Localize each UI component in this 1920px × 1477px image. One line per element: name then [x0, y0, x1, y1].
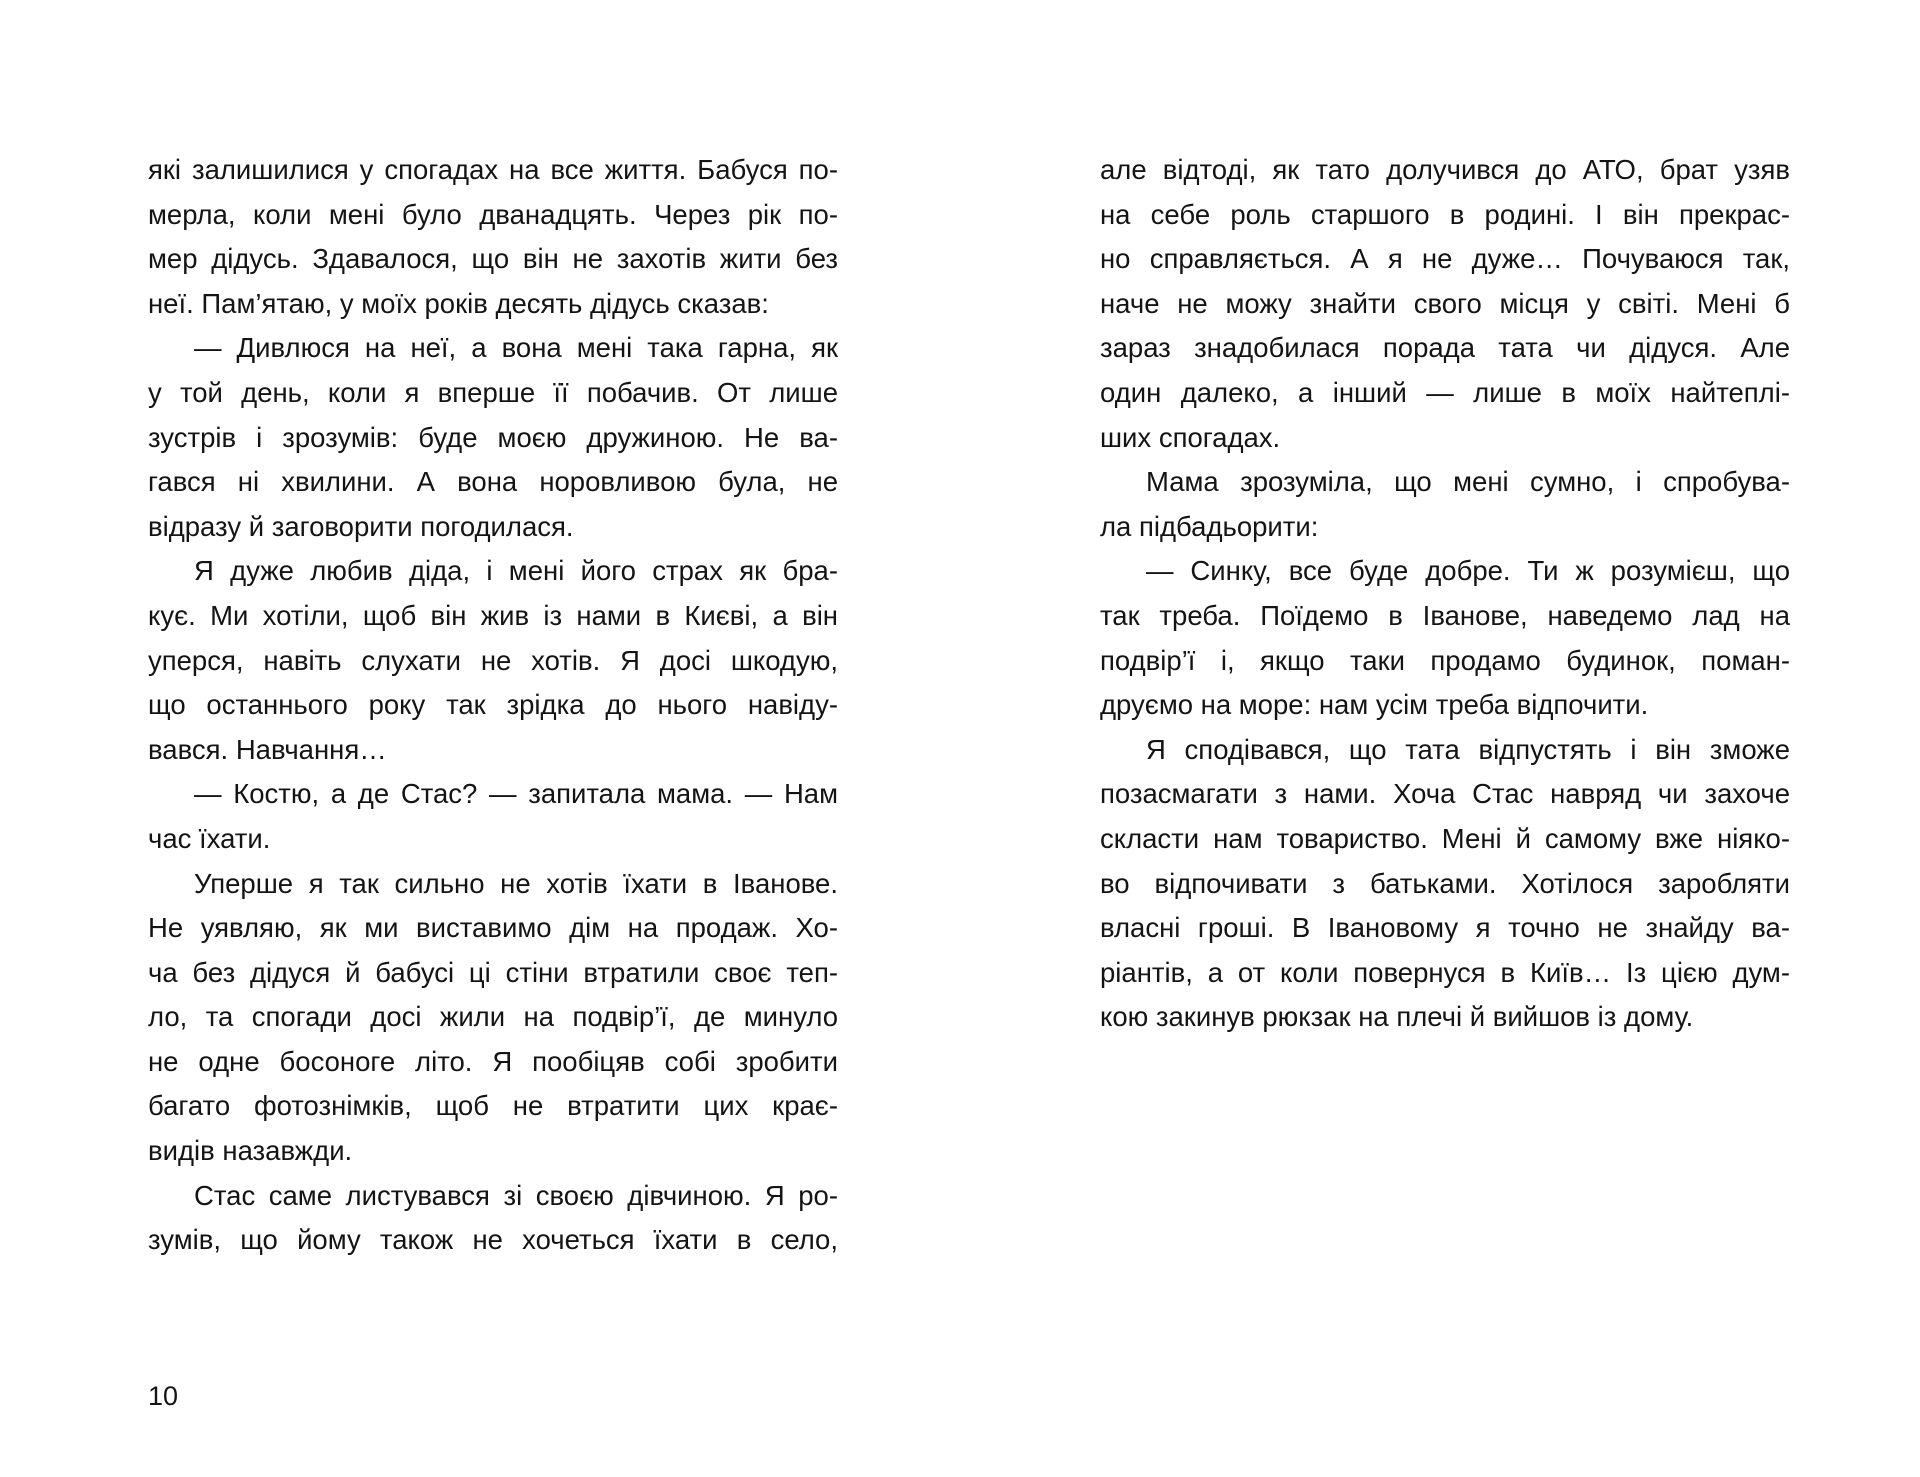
- text-line: не одне босоноге літо. Я пообіцяв собі зробити: [148, 1045, 838, 1077]
- text-line: наче не можу знайти свого місця у світі. Мені б: [1100, 287, 1790, 319]
- text-line: зустрів і зрозумів: буде моєю дружиною. Не ва-: [148, 421, 838, 453]
- text-line: багато фотознімків, щоб не втратити цих крає-: [148, 1090, 838, 1122]
- text-line: позасмагати з нами. Хоча Стас навряд чи захоче: [1100, 778, 1790, 810]
- text-line: Я сподівався, що тата відпустять і він зможе: [1146, 733, 1790, 765]
- text-line: які залишилися у спогадах на все життя. Бабуся по-: [148, 154, 838, 185]
- text-line: друємо на море: нам усім треба відпочити.: [1100, 689, 1649, 721]
- text-line: ла підбадьорити:: [1100, 510, 1319, 542]
- text-line: що останнього року так зрідка до нього навіду-: [148, 689, 838, 721]
- text-line: Стас саме листувався зі своєю дівчиною. Я ро-: [194, 1179, 838, 1211]
- right-page-text: [1100, 148, 1790, 1040]
- text-line: кою закинув рюкзак на плечі й вийшов із дому.: [1100, 1001, 1694, 1033]
- text-line: — Синку, все буде добре. Ти ж розумієш, що: [1146, 555, 1790, 587]
- text-line: зумів, що йому також не хочеться їхати в село,: [148, 1224, 838, 1256]
- text-line: ло, та спогади досі жили на подвір’ї, де минуло: [148, 1001, 838, 1033]
- text-line: Уперше я так сильно не хотів їхати в Іванове.: [194, 867, 838, 899]
- page-number: 10: [148, 1381, 179, 1411]
- left-page-text: [148, 148, 838, 1263]
- text-line: так треба. Поїдемо в Іванове, наведемо лад на: [1100, 599, 1790, 631]
- text-line: на себе роль старшого в родині. І він прекрас-: [1100, 198, 1790, 230]
- text-line: ріантів, а от коли повернуся в Київ… Із цією дум-: [1100, 956, 1790, 988]
- text-line: ших спогадах.: [1100, 421, 1281, 453]
- text-line: гався ні хвилини. А вона норовливою була, не: [148, 466, 838, 498]
- text-line: вався. Навчання…: [148, 733, 387, 765]
- text-line: видів назавжди.: [148, 1135, 353, 1167]
- text-line: во відпочивати з батьками. Хотілося заробляти: [1100, 867, 1790, 899]
- text-line: подвір’ї і, якщо таки продамо будинок, поман-: [1100, 644, 1790, 676]
- text-line: кує. Ми хотіли, щоб він жив із нами в Києві, а він: [148, 599, 838, 631]
- text-line: неї. Пам’ятаю, у моїх років десять дідусь сказав:: [148, 287, 769, 319]
- text-line: Не уявляю, як ми виставимо дім на продаж. Хо-: [148, 912, 838, 944]
- text-line: власні гроші. В Івановому я точно не знайду ва-: [1100, 912, 1790, 944]
- text-line: мерла, коли мені було дванадцять. Через рік по-: [148, 198, 838, 230]
- text-line: зараз знадобилася порада тата чи дідуся. Але: [1100, 332, 1790, 364]
- text-line: Мама зрозуміла, що мені сумно, і спробува-: [1146, 466, 1790, 498]
- text-line: але відтоді, як тато долучився до АТО, брат узяв: [1100, 154, 1790, 185]
- text-line: Я дуже любив діда, і мені його страх як бра-: [194, 555, 838, 587]
- text-line: час їхати.: [148, 822, 271, 854]
- text-line: мер дідусь. Здавалося, що він не захотів жити без: [148, 243, 838, 275]
- text-line: скласти нам товариство. Мені й самому вже ніяко-: [1100, 822, 1790, 854]
- text-line: но справляється. А я не дуже… Почуваюся так,: [1100, 243, 1790, 275]
- text-line: — Костю, а де Стас? — запитала мама. — Нам: [194, 778, 838, 810]
- text-line: — Дивлюся на неї, а вона мені така гарна, як: [194, 332, 838, 364]
- text-line: ча без дідуся й бабусі ці стіни втратили своє теп-: [148, 956, 838, 988]
- text-line: один далеко, а інший — лише в моїх найтеплі-: [1100, 376, 1790, 408]
- text-line: у той день, коли я вперше її побачив. От лише: [148, 376, 838, 408]
- text-line: уперся, навіть слухати не хотів. Я досі шкодую,: [148, 644, 838, 676]
- text-line: відразу й заговорити погодилася.: [148, 510, 574, 542]
